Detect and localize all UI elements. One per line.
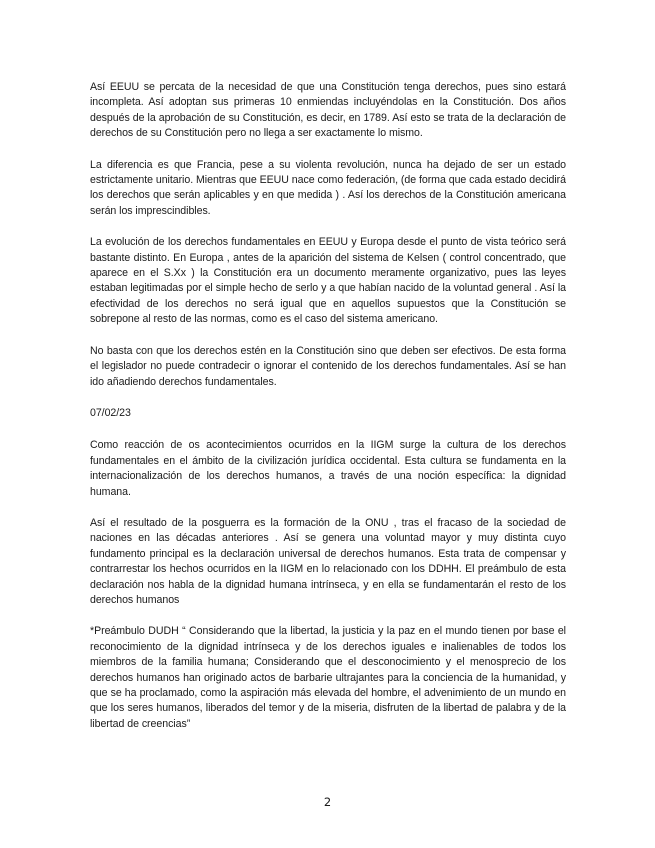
paragraph-evolucion-derechos: La evolución de los derechos fundamentales en EEUU y Europa desde el punto de vista teórico será bastante distinto. En Europa , antes de la aparición del sistema de Kelsen ( control concentrado, que aparece en el S.Xx ) la Constitución era un documento meramente organizativo, pues las leyes estaban legitimadas por el simple hecho de serlo y a que habían nacido de la voluntad general . Así la efectividad de los derechos no será igual que en aquellos supuestos que la Constitución se sobrepone al resto de las normas, como es el caso del sistema americano.: [90, 236, 566, 326]
paragraph-onu-posguerra: Así el resultado de la posguerra es la formación de la ONU , tras el fracaso de la sociedad de naciones en las décadas anteriores . Así se genera una voluntad mayor y muy distinta cuyo fundamento principal es la declaración universal de derechos humanos. Esta trata de compensar y contrarrestar los hechos ocurridos en la IIGM en lo relacionado con los DDHH. El preámbulo de esta declaración nos habla de la dignidad humana intrínseca, y en ella se fundamentarán el resto de los derechos humanos: [90, 516, 566, 606]
paragraph-eeuu-enmiendas: Así EEUU se percata de la necesidad de que una Constitución tenga derechos, pues sino estará incompleta. Así adoptan sus primeras 10 enmiendas incluyéndolas en la Constitución. Dos años después de la aprobación de su Constitución, es decir, en 1789. Así esto se trata de la declaración de derechos de su Constitución pero no llega a ser exactamente lo mismo.: [90, 81, 566, 140]
paragraph-francia-eeuu: La diferencia es que Francia, pese a su violenta revolución, nunca ha dejado de ser un estado estrictamente unitario. Mientras que EEUU nace como federación, (de forma que cada estado decidirá los derechos que serán aplicables y en que medida ) . Así los derechos de la Constitución americana serán los imprescindibles.: [90, 158, 566, 217]
page-number: 2: [323, 795, 332, 809]
paragraph-efectividad: No basta con que los derechos estén en la Constitución sino que deben ser efectivos. De esta forma el legislador no puede contradecir o ignorar el contenido de los derechos fundamentales. Así se han ido añadiendo derechos fundamentales.: [90, 344, 566, 388]
document-page: [90, 80, 566, 748]
date-heading: 07/02/23: [90, 406, 131, 419]
paragraph-iigm-cultura: Como reacción de os acontecimientos ocurridos en la IIGM surge la cultura de los derechos fundamentales en el ámbito de la civilización jurídica occidental. Esta cultura se fundamenta en la internacionalización de los derechos humanos, a través de una noción específica: la dignidad humana.: [90, 439, 566, 498]
paragraph-preambulo-dudh: *Preámbulo DUDH “ Considerando que la libertad, la justicia y la paz en el mundo tienen por base el reconocimiento de la dignidad intrínseca y de los derechos iguales e inalienables de todos los miembros de la familia humana; Considerando que el desconocimiento y el menosprecio de los derechos humanos han originado actos de barbarie ultrajantes para la conciencia de la humanidad, y que se ha proclamado, como la aspiración más elevada del hombre, el advenimiento de un mundo en que los seres humanos, liberados del temor y de la miseria, disfruten de la libertad de palabra y de la libertad de creencias”: [90, 625, 566, 730]
